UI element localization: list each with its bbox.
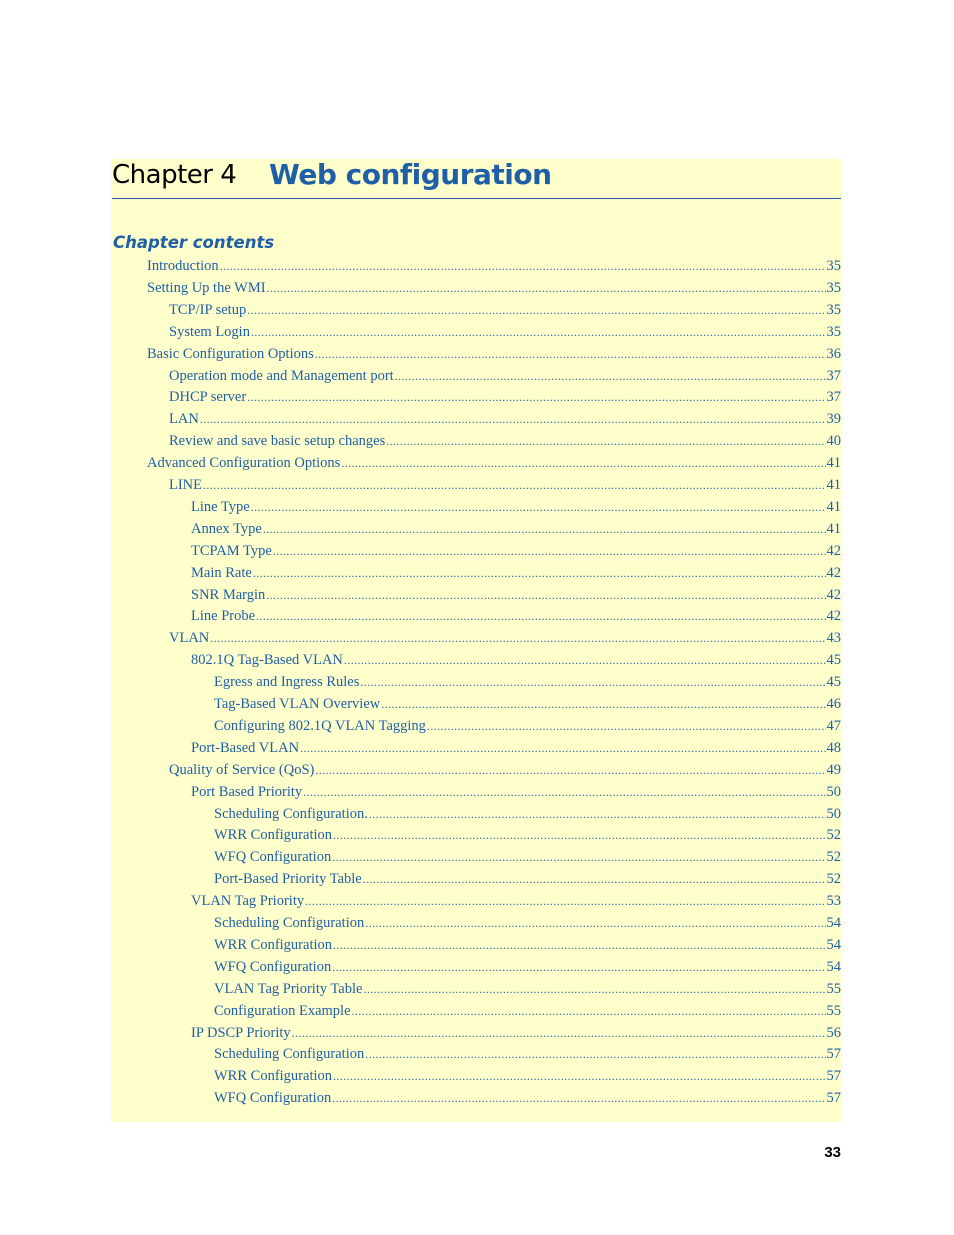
toc-entry[interactable]: [169, 324, 841, 346]
toc-entry-page: 52: [826, 871, 841, 888]
toc-entry-page: 46: [826, 696, 841, 712]
toc-leader-dots: [263, 522, 826, 537]
toc-entry-page: 43: [826, 630, 841, 647]
toc-leader-dots: [300, 741, 825, 756]
toc-entry[interactable]: [191, 499, 841, 521]
toc-entry-page: 35: [826, 258, 841, 274]
toc-leader-dots: [363, 872, 826, 887]
toc-entry-title: DHCP server: [169, 389, 247, 406]
toc-leader-dots: [251, 325, 826, 340]
toc-entry-title: System Login: [169, 323, 250, 340]
toc-entry-page: 55: [826, 980, 841, 997]
toc-entry[interactable]: [191, 521, 841, 543]
toc-entry-title: WFQ Configuration: [214, 958, 332, 975]
toc-leader-dots: [267, 281, 826, 296]
toc-entry-page: 54: [826, 958, 841, 975]
toc-entry-title: Egress and Ingress Rules: [214, 674, 360, 691]
toc-entry[interactable]: [191, 893, 841, 915]
toc-entry-title: Port-Based Priority Table: [214, 871, 362, 888]
toc-entry-title: Annex Type: [191, 520, 262, 537]
toc-entry-page: 42: [826, 542, 841, 559]
toc-entry-title: Configuring 802.1Q VLAN Tagging: [214, 717, 426, 734]
toc-entry-page: 41: [826, 520, 841, 537]
toc-entry-page: 42: [826, 608, 841, 625]
toc-leader-dots: [315, 763, 825, 778]
toc-entry-page: 41: [826, 477, 841, 493]
toc-entry-page: 45: [826, 674, 841, 691]
toc-entry-title: LAN: [169, 411, 199, 428]
toc-entry-title: WRR Configuration: [214, 1068, 333, 1085]
chapter-label: Chapter 4: [112, 160, 237, 190]
toc-entry-title: VLAN Tag Priority Table: [214, 980, 363, 997]
toc-entry-title: Port Based Priority: [191, 783, 303, 800]
toc-entry[interactable]: [214, 915, 841, 937]
toc-leader-dots: [341, 456, 825, 471]
toc-entry-title: Line Probe: [191, 608, 256, 625]
toc-entry-title: Quality of Service (QoS): [169, 761, 315, 778]
toc-entry[interactable]: [214, 806, 841, 828]
toc-entry[interactable]: [169, 411, 841, 433]
toc-entry-page: 52: [826, 827, 841, 844]
toc-entry-title: SNR Margin: [191, 586, 266, 603]
toc-leader-dots: [332, 850, 825, 865]
toc-entry-page: 42: [826, 564, 841, 581]
toc-leader-dots: [220, 259, 826, 274]
toc-entry[interactable]: [147, 258, 841, 280]
toc-entry[interactable]: [147, 280, 841, 302]
toc-leader-dots: [360, 675, 825, 690]
contents-heading: Chapter contents: [113, 233, 275, 252]
toc-entry[interactable]: [191, 1025, 841, 1047]
toc-entry-title: Advanced Configuration Options: [147, 455, 341, 472]
toc-leader-dots: [344, 653, 826, 668]
toc-entry[interactable]: [214, 937, 841, 959]
toc-entry[interactable]: [214, 1003, 841, 1025]
toc-entry-page: 49: [826, 761, 841, 778]
toc-entry[interactable]: [214, 696, 841, 718]
toc-entry-title: 802.1Q Tag-Based VLAN: [191, 652, 343, 669]
toc-entry-page: 57: [826, 1090, 841, 1107]
toc-entry[interactable]: [169, 630, 841, 652]
toc-entry-page: 42: [826, 586, 841, 603]
toc-leader-dots: [365, 916, 825, 931]
toc-entry-title: TCPAM Type: [191, 542, 272, 559]
toc-entry[interactable]: [214, 849, 841, 871]
toc-entry-page: 57: [826, 1068, 841, 1085]
toc-entry[interactable]: [214, 959, 841, 981]
toc-leader-dots: [333, 938, 825, 953]
toc-entry-title: Configuration Example: [214, 1002, 351, 1019]
toc-entry-page: 41: [826, 498, 841, 515]
toc-leader-dots: [386, 434, 825, 449]
toc-leader-dots: [256, 609, 825, 624]
toc-entry-title: Scheduling Configuration: [214, 1046, 365, 1063]
toc-entry-title: Introduction: [147, 258, 219, 274]
toc-leader-dots: [266, 588, 825, 603]
toc-entry[interactable]: [214, 718, 841, 740]
toc-leader-dots: [332, 1091, 825, 1106]
toc-entry-title: Operation mode and Management port: [169, 367, 394, 384]
toc-entry-title: LINE: [169, 477, 203, 493]
toc-entry[interactable]: [191, 565, 841, 587]
toc-entry-page: 35: [826, 279, 841, 296]
toc-leader-dots: [381, 697, 825, 712]
toc-leader-dots: [365, 1047, 825, 1062]
toc-entry-title: WFQ Configuration: [214, 1090, 332, 1107]
toc-entry-page: 50: [826, 783, 841, 800]
toc-entry-title: Port-Based VLAN: [191, 739, 300, 756]
toc-entry[interactable]: [214, 827, 841, 849]
page-number: 33: [824, 1144, 841, 1161]
toc-entry-title: WRR Configuration: [214, 936, 333, 953]
toc-entry-title: WRR Configuration: [214, 827, 333, 844]
toc-entry-page: 35: [826, 323, 841, 340]
toc-entry[interactable]: [169, 762, 841, 784]
toc-entry-title: TCP/IP setup: [169, 301, 247, 318]
toc-entry[interactable]: [191, 587, 841, 609]
toc-entry-page: 54: [826, 936, 841, 953]
toc-entry-title: Line Type: [191, 498, 250, 515]
toc-entry[interactable]: [214, 981, 841, 1003]
toc-leader-dots: [332, 960, 825, 975]
toc-entry-page: 36: [826, 345, 841, 362]
toc-leader-dots: [305, 894, 825, 909]
toc-entry-page: 48: [826, 739, 841, 756]
toc-entry-title: VLAN: [169, 630, 210, 647]
toc-leader-dots: [352, 1004, 826, 1019]
toc-entry-title: VLAN Tag Priority: [191, 893, 305, 910]
toc-entry-title: IP DSCP Priority: [191, 1024, 291, 1041]
toc-leader-dots: [315, 347, 826, 362]
toc-entry-title: Basic Configuration Options: [147, 345, 314, 362]
toc-entry-page: 54: [826, 915, 841, 931]
toc-entry[interactable]: [214, 1090, 841, 1112]
toc-entry[interactable]: [214, 871, 841, 893]
toc-entry-page: 40: [826, 433, 841, 450]
toc-entry-page: 56: [826, 1024, 841, 1041]
toc-entry[interactable]: [214, 1068, 841, 1090]
toc-entry[interactable]: [169, 368, 841, 390]
toc-entry[interactable]: [191, 543, 841, 565]
toc-leader-dots: [303, 785, 825, 800]
toc-leader-dots: [203, 478, 825, 493]
toc-leader-dots: [273, 544, 826, 559]
toc-entry[interactable]: [214, 674, 841, 696]
toc-leader-dots: [333, 828, 825, 843]
toc-leader-dots: [333, 1069, 825, 1084]
toc-leader-dots: [395, 369, 826, 384]
toc-entry[interactable]: [191, 652, 841, 674]
toc-entry-page: 35: [826, 301, 841, 318]
toc-leader-dots: [247, 303, 825, 318]
toc-entry[interactable]: [147, 346, 841, 368]
toc-leader-dots: [292, 1026, 826, 1041]
toc-entry[interactable]: [191, 784, 841, 806]
toc-entry[interactable]: [147, 455, 841, 477]
toc-entry[interactable]: [169, 433, 841, 455]
toc-entry-page: 57: [826, 1046, 841, 1063]
toc-leader-dots: [200, 412, 826, 427]
toc-entry-title: Tag-Based VLAN Overview: [214, 696, 381, 712]
toc-entry-title: Setting Up the WMI: [147, 279, 266, 296]
toc-entry[interactable]: [169, 302, 841, 324]
toc-entry-title: Main Rate: [191, 564, 252, 581]
toc-leader-dots: [253, 566, 826, 581]
toc-entry-page: 45: [826, 652, 841, 669]
toc-entry-page: 50: [826, 805, 841, 822]
chapter-title: Web configuration: [269, 158, 552, 191]
toc-leader-dots: [210, 631, 825, 646]
toc-entry[interactable]: [169, 389, 841, 411]
toc-entry-title: Review and save basic setup changes: [169, 433, 386, 450]
toc-entry-page: 55: [826, 1002, 841, 1019]
toc-entry-page: 52: [826, 849, 841, 866]
toc-entry-page: 41: [826, 455, 841, 472]
toc-entry[interactable]: [191, 608, 841, 630]
toc-leader-dots: [363, 982, 825, 997]
toc-entry-page: 37: [826, 389, 841, 406]
toc-leader-dots: [427, 719, 826, 734]
toc-leader-dots: [369, 807, 826, 822]
toc-entry-page: 53: [826, 893, 841, 910]
toc-entry-title: Scheduling Configuration.: [214, 805, 368, 822]
toc-entry[interactable]: [214, 1046, 841, 1068]
toc-entry[interactable]: [191, 740, 841, 762]
toc-entry-page: 39: [826, 411, 841, 428]
toc-entry-title: WFQ Configuration: [214, 849, 332, 866]
toc-entry[interactable]: [169, 477, 841, 499]
toc-leader-dots: [247, 390, 825, 405]
toc-entry-page: 47: [826, 717, 841, 734]
toc-leader-dots: [251, 500, 826, 515]
toc-entry-page: 37: [826, 367, 841, 384]
toc-entry-title: Scheduling Configuration: [214, 915, 365, 931]
